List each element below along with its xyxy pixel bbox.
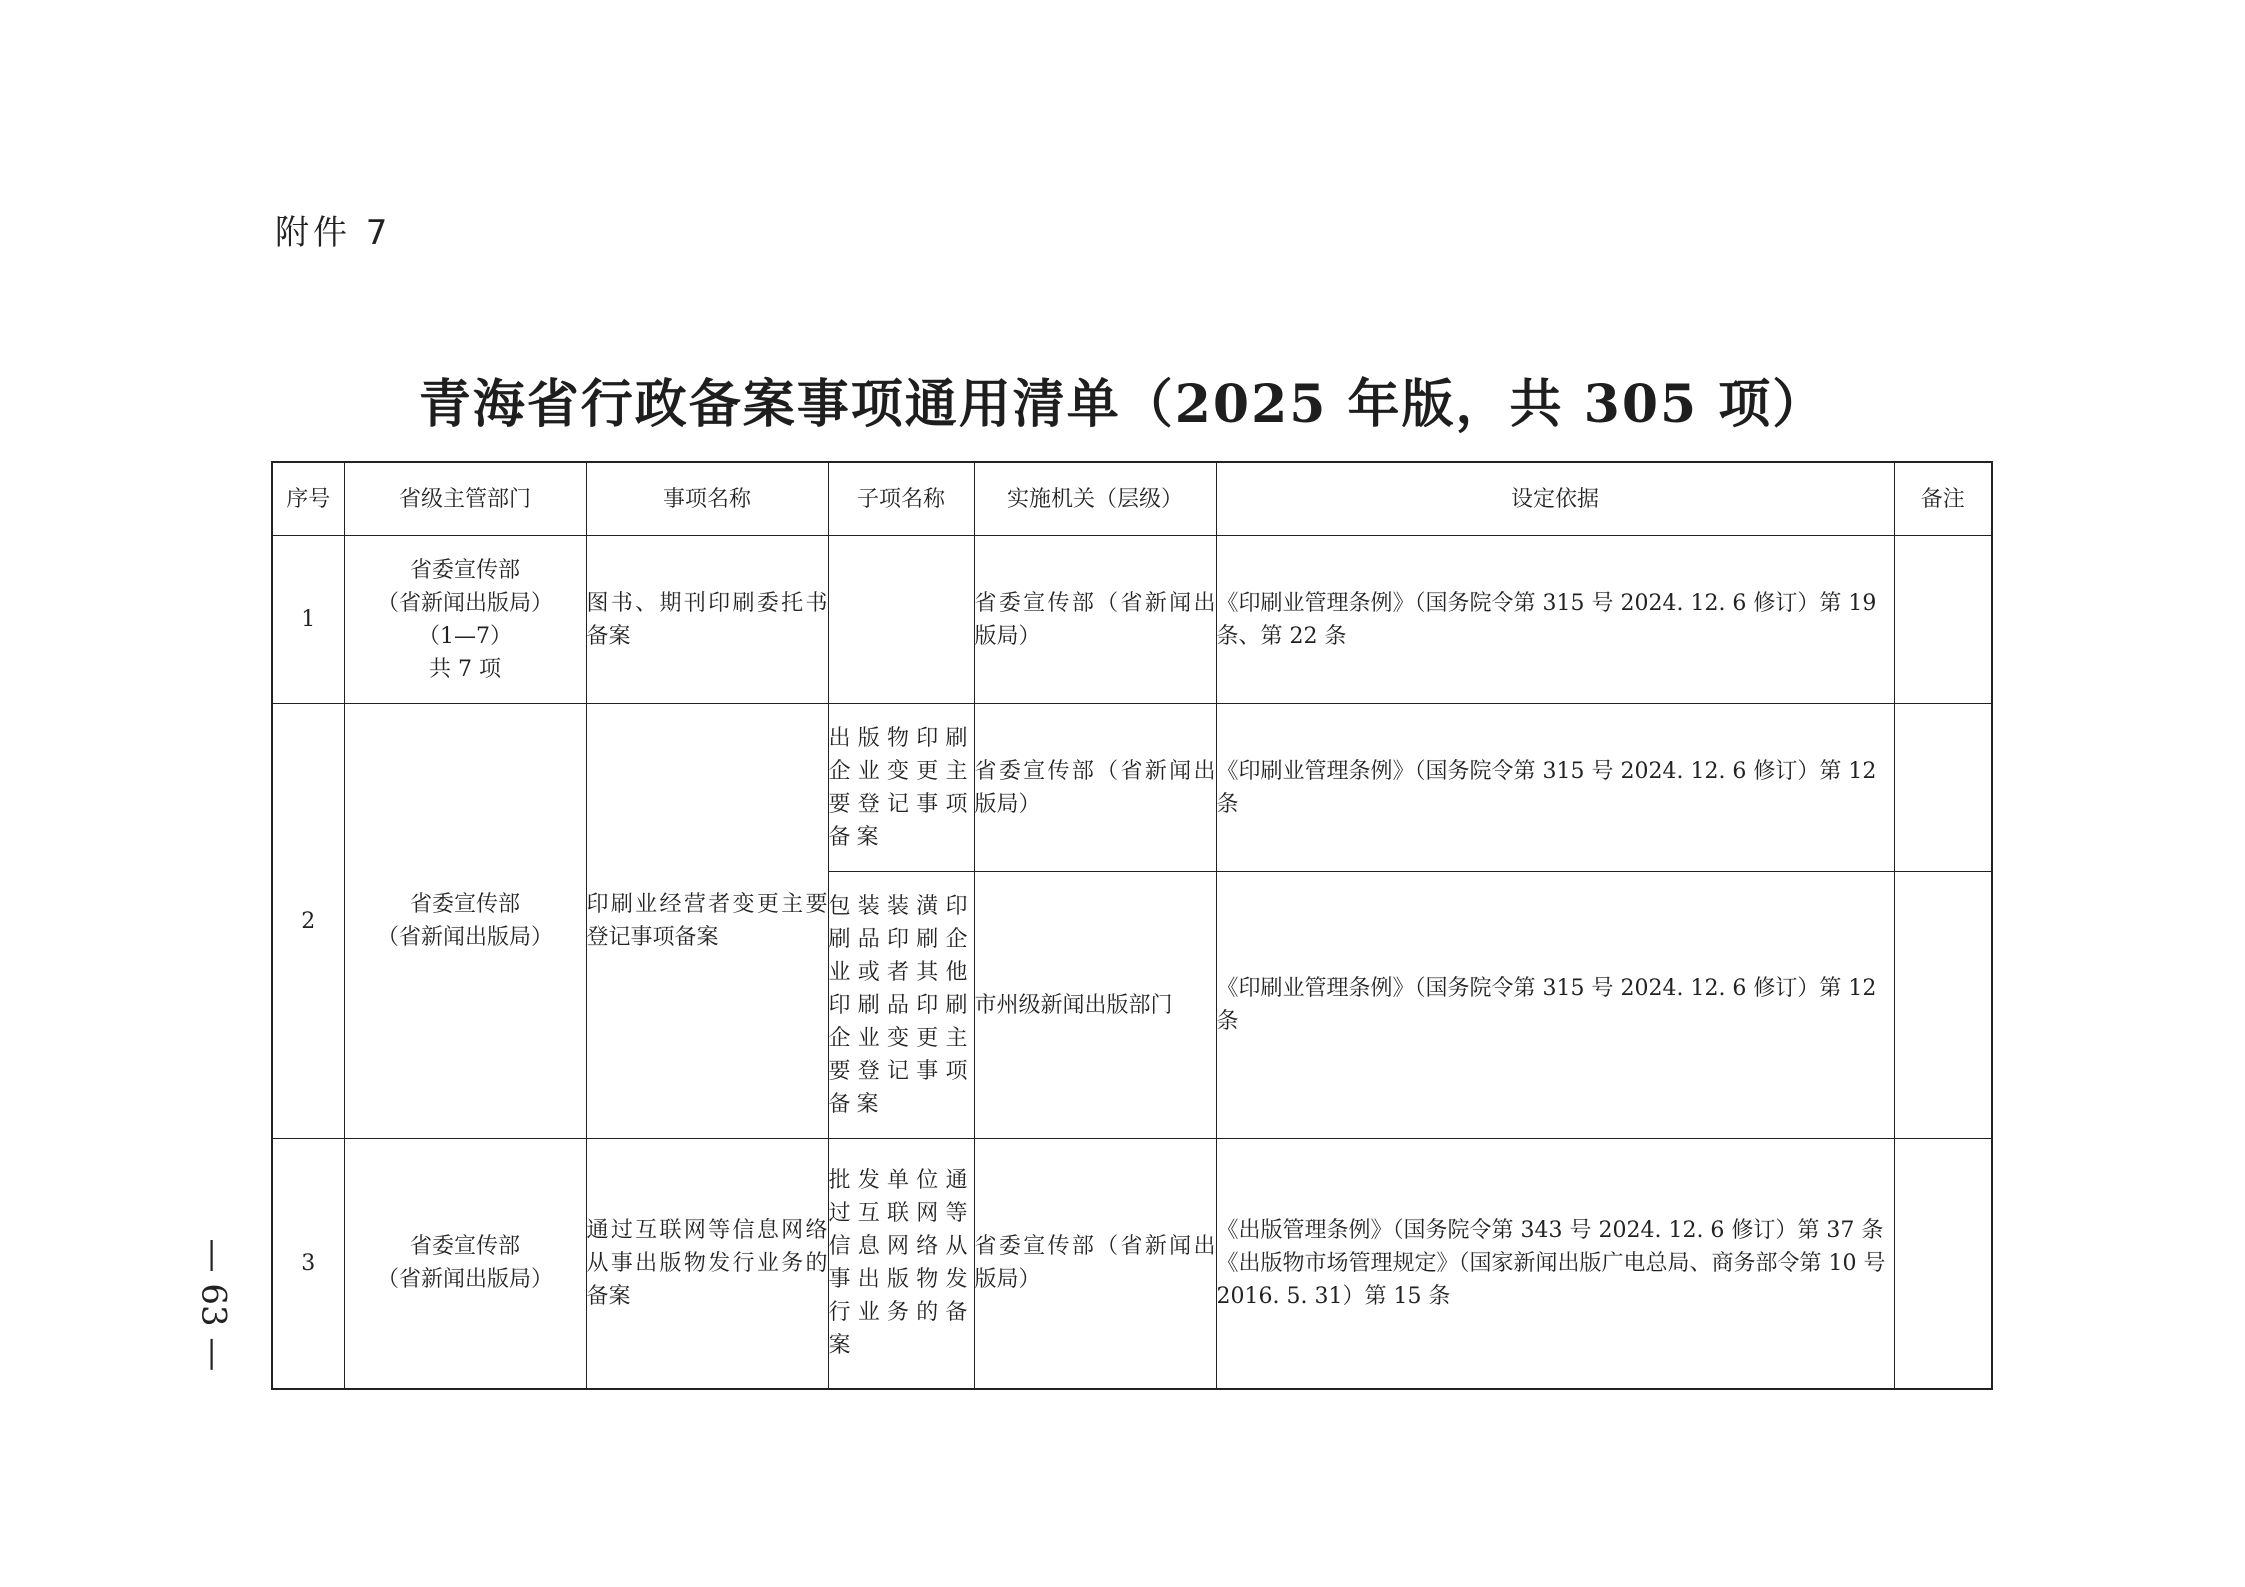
dept-line: （省新闻出版局）	[376, 1267, 553, 1293]
cell-basis	[1216, 1139, 1894, 1389]
cell-item-name: 通过互联网等信息网络从事出版物发行业务的备案	[586, 1139, 828, 1389]
cell-no: 3	[272, 1139, 344, 1389]
cell-no: 1	[272, 536, 344, 704]
cell-item-name: 印刷业经营者变更主要登记事项备案	[586, 704, 828, 1139]
cell-agency: 省委宣传部（省新闻出版局）	[974, 704, 1216, 872]
cell-sub-item: 包装装潢印刷品印刷企业或者其他印刷品印刷企业变更主要登记事项备案	[828, 872, 974, 1139]
cell-no: 2	[272, 704, 344, 1139]
cell-sub-item	[828, 536, 974, 704]
page-number-text: — 63 —	[193, 1238, 234, 1372]
header-sub-item: 子项名称	[828, 462, 974, 536]
cell-agency: 省委宣传部（省新闻出版局）	[974, 1139, 1216, 1389]
dept-line: （省新闻出版局）	[376, 925, 553, 950]
cell-sub-item: 批发单位通过互联网等信息网络从事出版物发行业务的备案	[828, 1139, 974, 1389]
cell-basis	[1216, 704, 1894, 872]
cell-agency: 省委宣传部（省新闻出版局）	[974, 536, 1216, 704]
dept-line: 省委宣传部	[409, 1234, 520, 1260]
dept-line: （1—7）	[418, 623, 512, 649]
cell-remark	[1894, 872, 1992, 1139]
table-row	[272, 536, 1992, 704]
table-row	[272, 704, 1992, 872]
header-item-name: 事项名称	[586, 462, 828, 536]
cell-agency: 市州级新闻出版部门	[974, 872, 1216, 1139]
cell-remark	[1894, 1139, 1992, 1389]
dept-line: （省新闻出版局）	[376, 590, 553, 616]
basis-line: 《出版管理条例》（国务院令第 343 号 2024. 12. 6 修订）第 37 条	[1216, 1217, 1884, 1243]
header-department: 省级主管部门	[344, 462, 586, 536]
table-header-row	[272, 462, 1992, 536]
cell-remark	[1894, 536, 1992, 704]
table-row	[272, 1139, 1992, 1389]
basis-line: 《出版物市场管理规定》（国家新闻出版广电总局、商务部令第 10 号 2016. 5. 31）第 15 条	[1216, 1250, 1886, 1309]
cell-basis	[1216, 872, 1894, 1139]
cell-department	[344, 1139, 586, 1389]
basis-line: 《印刷业管理条例》（国务院令第 315 号 2024. 12. 6 修订）第 12 条	[1216, 758, 1877, 817]
cell-department	[344, 704, 586, 1139]
header-agency: 实施机关（层级）	[974, 462, 1216, 536]
dept-line: 省委宣传部	[409, 892, 520, 917]
cell-remark	[1894, 704, 1992, 872]
cell-item-name: 图书、期刊印刷委托书备案	[586, 536, 828, 704]
basis-line: 《印刷业管理条例》（国务院令第 315 号 2024. 12. 6 修订）第 19 条、第 22 条	[1216, 590, 1877, 649]
page-number	[188, 1238, 238, 1372]
header-remark: 备注	[1894, 462, 1992, 536]
dept-line: 省委宣传部	[409, 557, 520, 583]
basis-line: 《印刷业管理条例》（国务院令第 315 号 2024. 12. 6 修订）第 12 条	[1216, 976, 1877, 1034]
header-no: 序号	[272, 462, 344, 536]
header-basis: 设定依据	[1216, 462, 1894, 536]
filing-items-table	[271, 461, 1993, 1390]
page-title: 青海省行政备案事项通用清单（2025 年版，共 305 项）	[418, 374, 1827, 435]
cell-sub-item: 出版物印刷企业变更主要登记事项备案	[828, 704, 974, 872]
cell-department	[344, 536, 586, 704]
cell-basis	[1216, 536, 1894, 704]
attachment-label: 附件 7	[275, 213, 392, 253]
dept-line: 共 7 项	[429, 656, 501, 682]
